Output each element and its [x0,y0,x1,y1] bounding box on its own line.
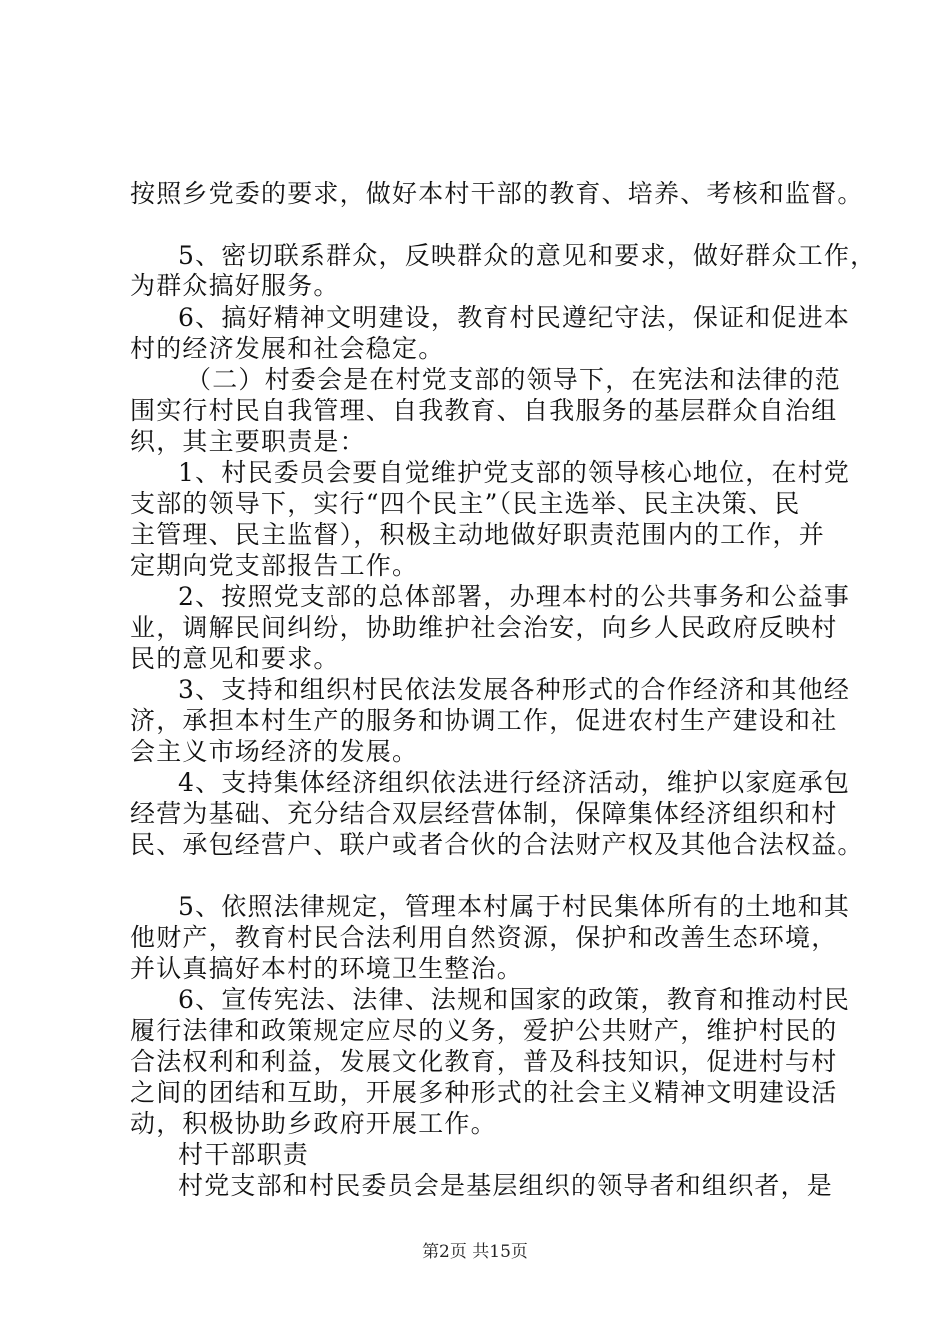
text-line: 6、宣传宪法、法律、法规和国家的政策，教育和推动村民 [178,985,851,1014]
text-line: 主管理、民主监督），积极主动地做好职责范围内的工作，并 [130,520,825,549]
text-line: 之间的团结和互助，开展多种形式的社会主义精神文明建设活 [130,1078,838,1107]
page-footer: 第2页 共15页 [422,1242,528,1262]
text-line: 5、依照法律规定，管理本村属于村民集体所有的土地和其 [178,892,851,921]
text-line: 动，积极协助乡政府开展工作。 [130,1109,497,1138]
text-line: 1、村民委员会要自觉维护党支部的领导核心地位，在村党 [178,458,851,487]
text-line: 民、承包经营户、联户或者合伙的合法财产权及其他合法权益。 [130,830,864,859]
text-line: 村的经济发展和社会稳定。 [130,334,445,363]
text-line: 业，调解民间纠纷，协助维护社会治安，向乡人民政府反映村 [130,613,838,642]
text-line: 为群众搞好服务。 [130,271,340,300]
text-line: 2、按照党支部的总体部署，办理本村的公共事务和公益事 [178,582,851,611]
text-line: 4、支持集体经济组织依法进行经济活动，维护以家庭承包 [178,768,851,797]
section-heading: 村干部职责 [178,1140,310,1169]
text-line: 定期向党支部报告工作。 [130,551,419,580]
text-line: 村党支部和村民委员会是基层组织的领导者和组织者，是 [178,1171,834,1200]
text-line: 6、搞好精神文明建设，教育村民遵纪守法，保证和促进本 [178,303,851,332]
text-line: 5、密切联系群众，反映群众的意见和要求，做好群众工作， [178,241,877,270]
text-line: 履行法律和政策规定应尽的义务，爱护公共财产，维护村民的 [130,1016,838,1045]
text-line: 3、支持和组织村民依法发展各种形式的合作经济和其他经 [178,675,851,704]
text-line: 围实行村民自我管理、自我教育、自我服务的基层群众自治组 [130,396,838,425]
text-line: 并认真搞好本村的环境卫生整治。 [130,954,524,983]
text-line: 民的意见和要求。 [130,644,340,673]
text-line: （二）村委会是在村党支部的领导下，在宪法和法律的范 [186,365,842,394]
text-line: 合法权利和利益，发展文化教育，普及科技知识，促进村与村 [130,1047,838,1076]
text-line: 织，其主要职责是： [130,427,366,456]
text-line: 济，承担本村生产的服务和协调工作，促进农村生产建设和社 [130,706,838,735]
text-line: 经营为基础、充分结合双层经营体制，保障集体经济组织和村 [130,799,838,828]
text-line: 会主义市场经济的发展。 [130,737,419,766]
text-line: 他财产，教育村民合法利用自然资源，保护和改善生态环境， [130,923,838,952]
text-line: 支部的领导下，实行“四个民主”（民主选举、民主决策、民 [130,489,801,518]
text-line: 按照乡党委的要求，做好本村干部的教育、培养、考核和监督。 [130,179,864,208]
